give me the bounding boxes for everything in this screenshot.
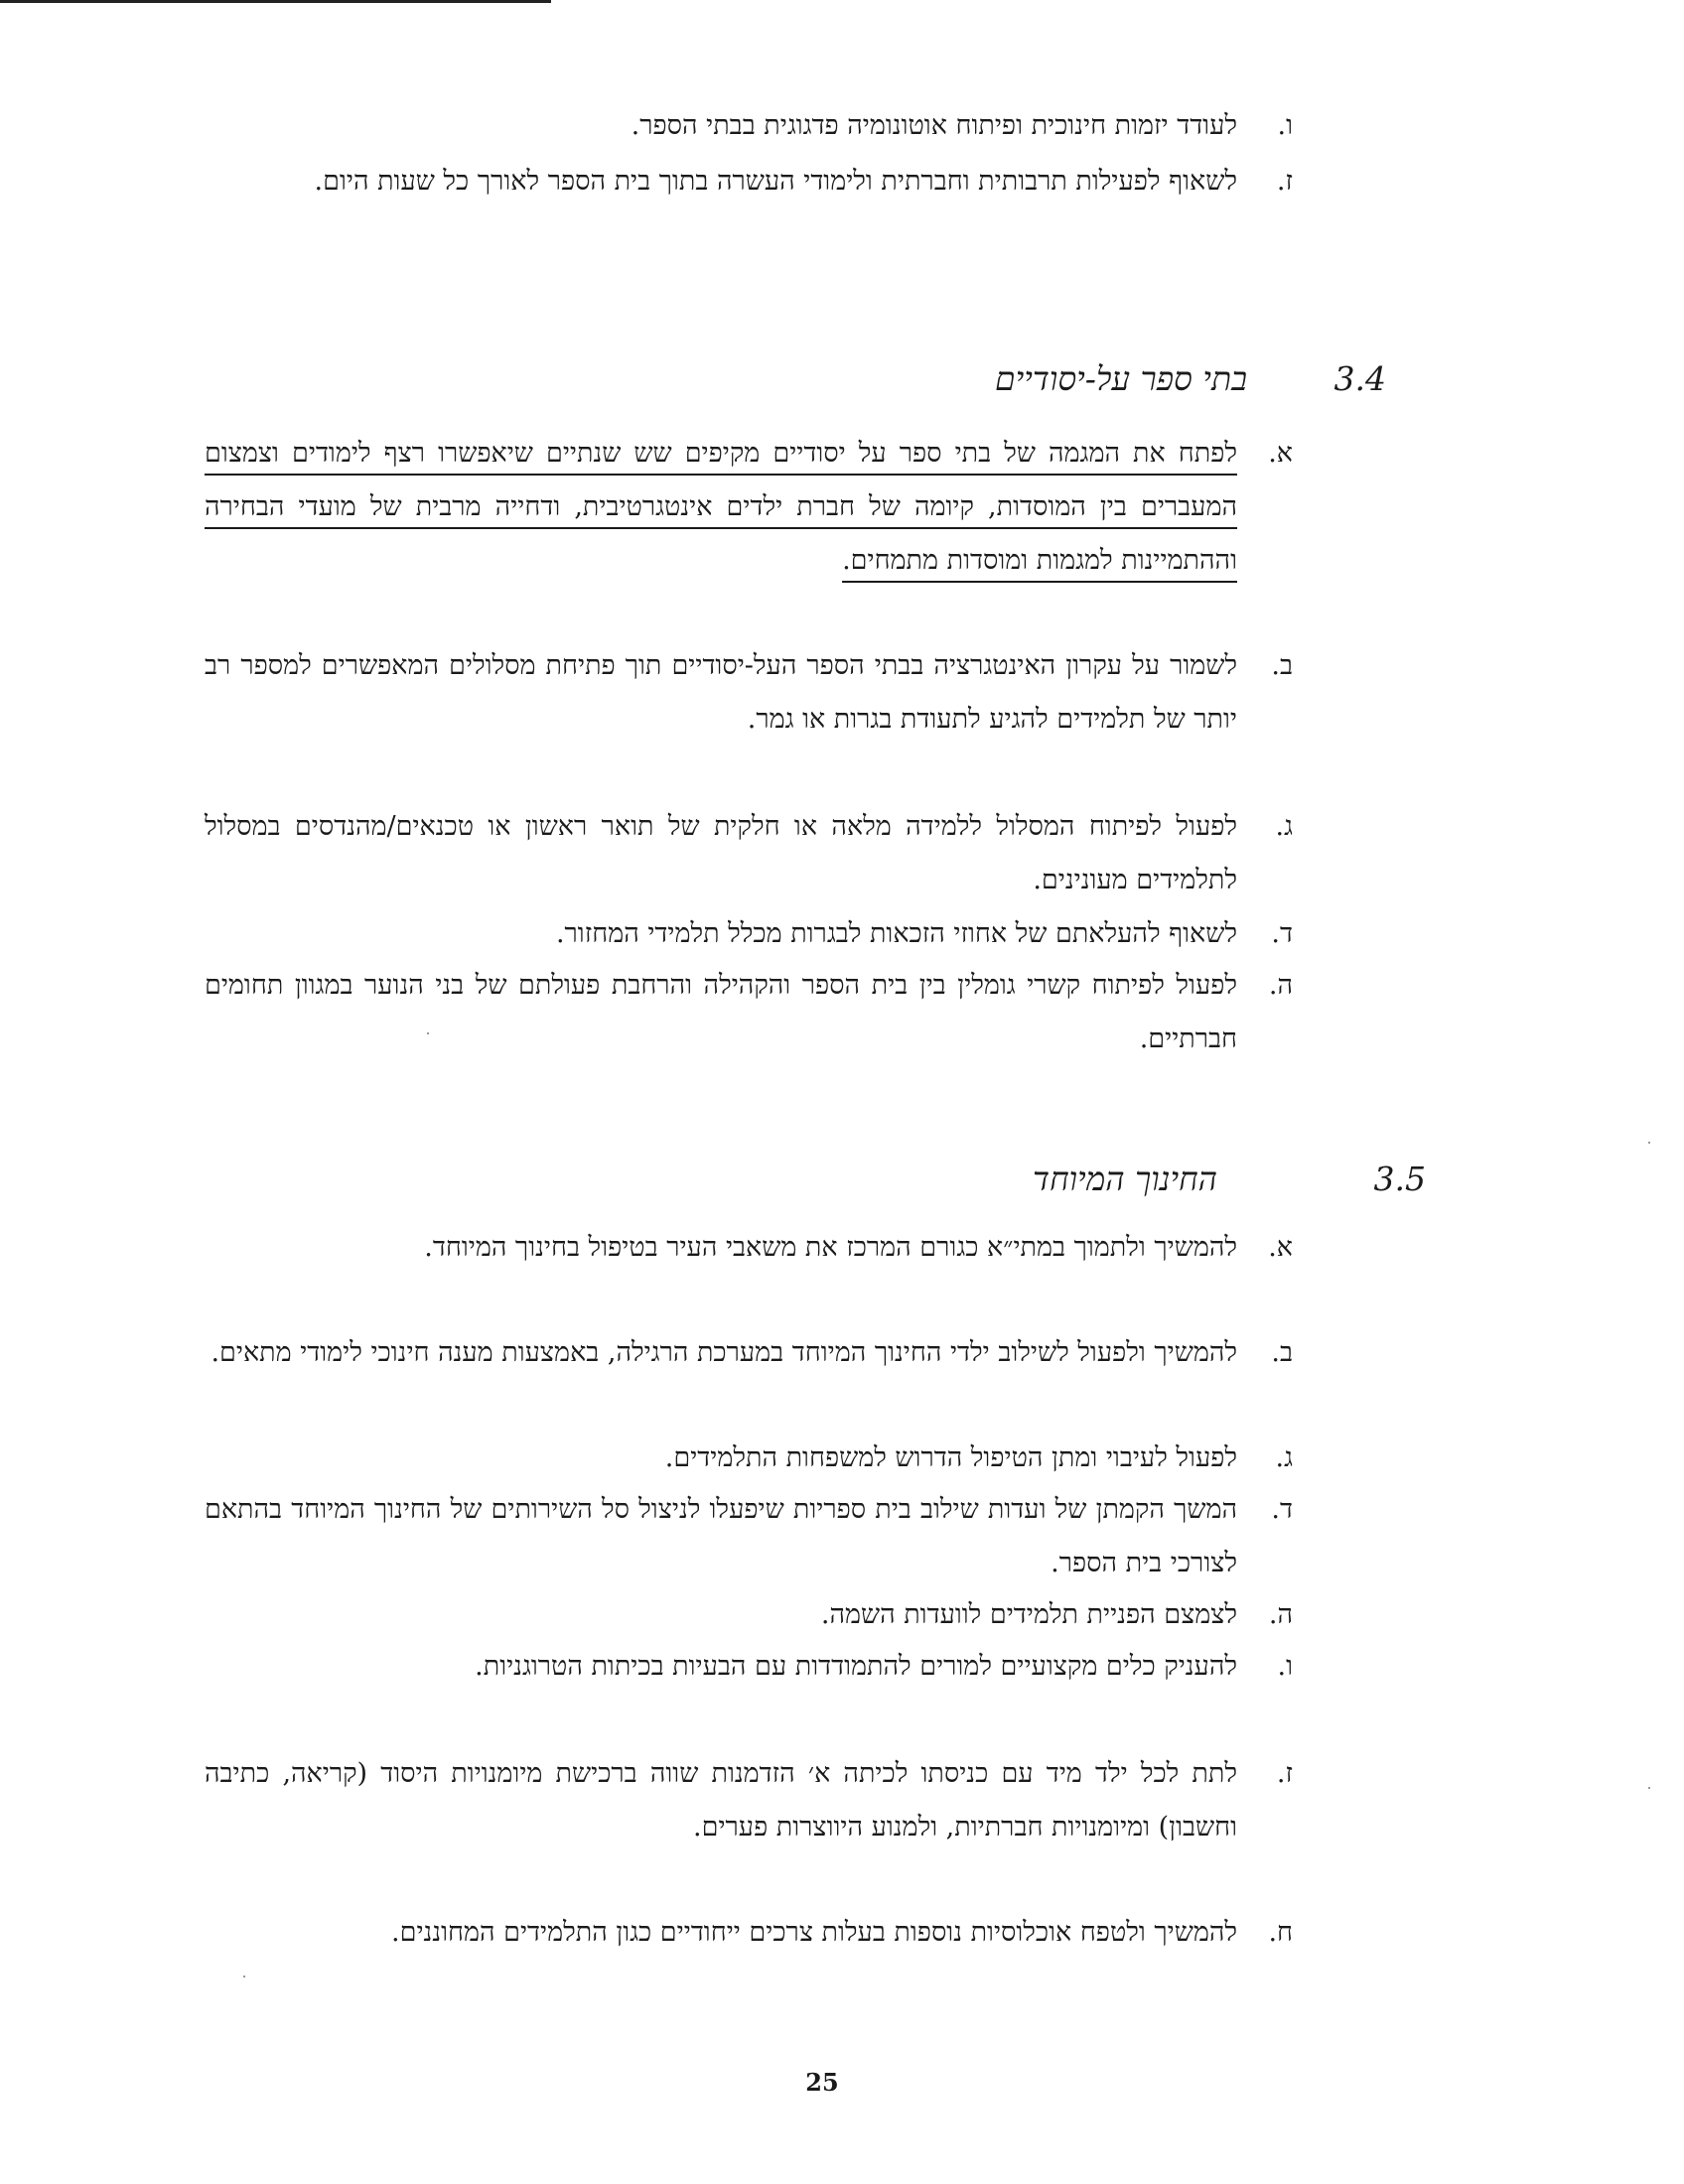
list-item-text: לשאוף להעלאתם של אחוזי הזכאות לבגרות מכלל תלמידי המחזור. — [555, 918, 1237, 949]
list-marker: ז. — [1276, 1758, 1293, 1789]
list-marker: ו. — [1277, 110, 1293, 141]
list-item — [205, 1588, 1293, 1642]
list-item — [205, 1326, 1293, 1380]
list-marker: ה. — [1268, 1599, 1293, 1630]
list-marker: ד. — [1271, 918, 1293, 949]
list-item — [205, 427, 1293, 588]
page-number: 25 — [805, 2068, 839, 2097]
list-item — [205, 1483, 1293, 1590]
section-title: בתי ספר על-יסודיים — [995, 359, 1247, 398]
section-heading-3-4 — [995, 359, 1386, 399]
list-marker: ו. — [1277, 1651, 1293, 1682]
list-item-text: להמשיך ולתמוך במתי״א כגורם המרכז את משאבי העיר בטיפול בחינוך המיוחד. — [424, 1232, 1237, 1263]
list-marker: ג. — [1275, 811, 1293, 842]
list-item — [205, 639, 1293, 747]
list-marker: א. — [1268, 1232, 1293, 1263]
list-marker: ז. — [1276, 166, 1293, 197]
list-item-text: לתת לכל ילד מיד עם כניסתו לכיתה א׳ הזדמנות שווה ברכישת מיומנויות היסוד (קריאה, כתיבה וחשבון) ומיומנויות חברתיות, ולמנוע היווצרות פערים. — [205, 1758, 1237, 1843]
list-item-text: להעניק כלים מקצועיים למורים להתמודדות עם הבעיות בכיתות הטרוגניות. — [475, 1651, 1237, 1682]
section-title: החינוך המיוחד — [1033, 1160, 1217, 1198]
top-rule — [0, 0, 551, 3]
section-number: 3.4 — [1333, 359, 1386, 398]
list-item-text: לשאוף לפעילות תרבותית וחברתית ולימודי העשרה בתוך בית הספר לאורך כל שעות היום. — [314, 166, 1237, 197]
list-item — [205, 1747, 1293, 1854]
list-item-text-underlined: לפתח את המגמה של בתי ספר על יסודיים מקיפים שש שנתיים שיאפשרו רצף לימודים וצמצום המעברים בין המוסדות, קיומה של חברת ילדים אינטגרטיבית, ודחייה מרבית של מועדי הבחירה וההתמיינות למגמות ומוסדות מתמחים. — [205, 438, 1237, 576]
list-marker: ה. — [1268, 970, 1293, 1001]
list-item — [205, 959, 1293, 1066]
scan-speck — [1648, 1787, 1650, 1789]
section-number: 3.5 — [1373, 1160, 1426, 1198]
list-item-text: לעודד יזמות חינוכית ופיתוח אוטונומיה פדגוגית בבתי הספר. — [631, 110, 1237, 141]
list-item-text: לצמצם הפניית תלמידים לוועדות השמה. — [820, 1599, 1237, 1630]
list-item — [205, 155, 1293, 208]
list-marker: ג. — [1275, 1442, 1293, 1473]
list-item-text: להמשיך ולפעול לשילוב ילדי החינוך המיוחד במערכת הרגילה, באמצעות מענה חינוכי לימודי מתאים. — [210, 1337, 1237, 1368]
list-item-text: המשך הקמתן של ועדות שילוב בית ספריות שיפעלו לניצול סל השירותים של החינוך המיוחד בהתאם לצורכי בית הספר. — [205, 1494, 1237, 1578]
list-item — [205, 1432, 1293, 1485]
list-item — [205, 907, 1293, 961]
list-marker: א. — [1268, 438, 1293, 469]
list-item — [205, 1221, 1293, 1275]
list-marker: ח. — [1268, 1917, 1293, 1948]
list-item-text: לפעול לפיתוח קשרי גומלין בין בית הספר והקהילה והרחבת פעולתם של בני הנוער במגוון תחומים חברתיים. — [205, 970, 1237, 1054]
list-item-text: להמשיך ולטפח אוכלוסיות נוספות בעלות צרכים ייחודיים כגון התלמידים המחוננים. — [391, 1917, 1237, 1948]
list-item — [205, 99, 1293, 153]
list-item-text: לפעול לפיתוח המסלול ללמידה מלאה או חלקית של תואר ראשון או טכנאים/מהנדסים במסלול לתלמידים מעונינים. — [205, 811, 1237, 895]
list-marker: ב. — [1271, 1337, 1293, 1368]
list-item-text: לשמור על עקרון האינטגרציה בבתי הספר העל-יסודיים תוך פתיחת מסלולים המאפשרים למספר רב יותר של תלמידים להגיע לתעודת בגרות או גמר. — [205, 650, 1237, 735]
scan-speck — [427, 1032, 429, 1034]
list-marker: ב. — [1271, 650, 1293, 681]
section-heading-3-5 — [1033, 1160, 1426, 1199]
list-marker: ד. — [1271, 1494, 1293, 1525]
list-item — [205, 1906, 1293, 1960]
list-item — [205, 800, 1293, 907]
scan-speck — [243, 1976, 245, 1978]
list-item-text: לפעול לעיבוי ומתן הטיפול הדרוש למשפחות התלמידים. — [664, 1442, 1237, 1473]
list-item — [205, 1640, 1293, 1694]
scan-speck — [1648, 1142, 1650, 1144]
